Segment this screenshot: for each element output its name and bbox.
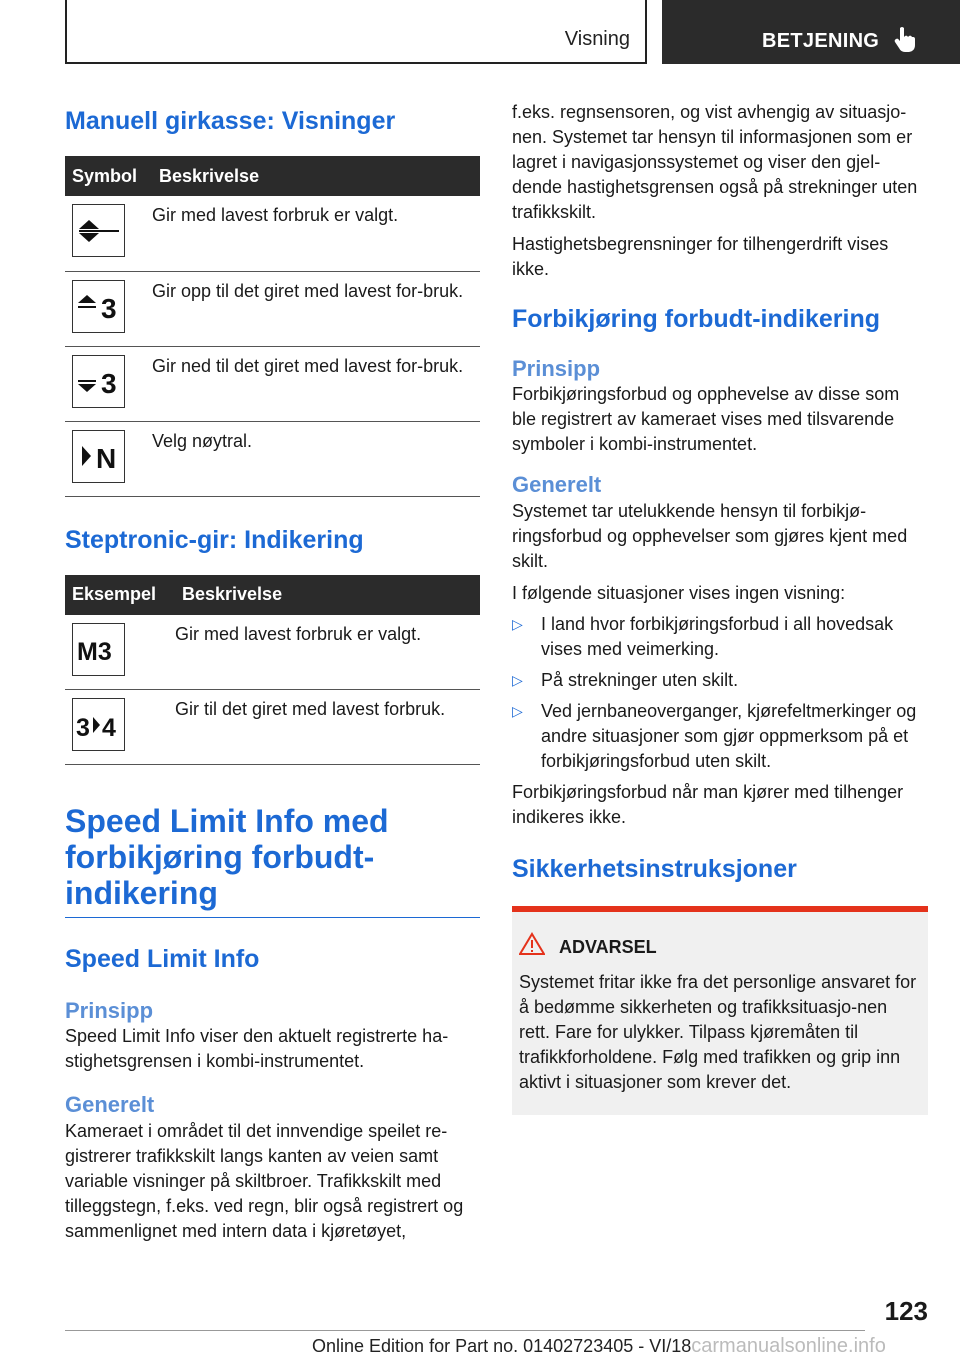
steptronic-heading: Steptronic-gir: Indikering	[65, 525, 364, 554]
glyph-3: 3	[100, 293, 117, 323]
shift-updown-icon	[72, 204, 125, 257]
row-description: Gir ned til det giret med lavest for-bruk.	[152, 346, 480, 421]
manual-transmission-table	[65, 156, 480, 497]
shift-3-to-4-icon	[72, 698, 125, 751]
list-intro: I følgende situasjoner vises ingen visning:	[512, 582, 846, 603]
glyph-4: 4	[101, 713, 116, 742]
speed-limit-info-title: Speed Limit Info med forbikjøring forbudt-indikering	[65, 803, 389, 911]
triangle-bullet-icon: ▷	[512, 671, 523, 688]
table-row	[65, 346, 480, 421]
row-description: Gir opp til det giret med lavest for-bruk.	[152, 271, 480, 346]
col-description-header: Beskrivelse	[152, 156, 480, 196]
trailer-speed-text: Hastighetsbegrensninger for tilhengerdrift vises ikke.	[512, 234, 889, 279]
col-description-header: Beskrivelse	[175, 575, 480, 615]
glyph-n: N	[95, 443, 116, 473]
triangle-bullet-icon: ▷	[512, 615, 523, 632]
principle-subheading: Prinsipp	[65, 998, 154, 1023]
edition-text: Online Edition for Part no. 01402723405 - VI/18	[312, 1336, 692, 1356]
col-example-header: Eksempel	[65, 575, 175, 615]
row-description: Gir med lavest forbruk er valgt.	[175, 615, 480, 690]
list-item: ▷ Ved jernbaneoverganger, kjørefeltmerkinger og andre situasjoner som gjør oppmerksom på et forbikjøringsforbud uten skilt.	[512, 700, 917, 771]
table-row	[65, 196, 480, 271]
table-row	[65, 615, 480, 690]
chapter-tab	[662, 0, 960, 64]
glyph-m3: M3	[76, 638, 112, 666]
neutral-n-icon	[72, 430, 125, 483]
table-row	[65, 421, 480, 496]
warning-triangle-icon	[519, 932, 559, 963]
no-passing-heading: Forbikjøring forbudt-indikering	[512, 305, 881, 333]
manual-transmission-heading: Manuell girkasse: Visninger	[65, 107, 396, 135]
general-subheading: Generelt	[512, 472, 602, 498]
general-text: Kameraet i området til det innvendige speilet re-gistrerer trafikkskilt langs kanten av veien samt variable visninger på skiltbroer. Trafikkskilt med tilleggstegn, f.eks. ved regn, blir også registrert og sammenlignet med intern data i kjøretøyet,	[65, 1120, 464, 1241]
warning-title: ADVARSEL	[559, 936, 657, 957]
warning-text: Systemet fritar ikke fra det personlige ansvaret for å bedømme sikkerheten og trafikksituasjo-nen rett. Fare for ulykker. Tilpass kjøremåten til trafikkforholdene. Følg med trafikken og grip inn aktivt i situasjoner som krever det.	[519, 971, 917, 1092]
general-subheading: Generelt	[65, 1092, 155, 1118]
principle-subheading: Prinsipp	[512, 356, 601, 381]
list-item: ▷ På strekninger uten skilt.	[512, 668, 928, 693]
m3-icon	[72, 623, 125, 676]
trailer-no-passing-text: Forbikjøringsforbud når man kjører med tilhenger indikeres ikke.	[512, 781, 904, 827]
speed-limit-info-heading: Speed Limit Info	[65, 945, 260, 973]
page-number: 123	[884, 1296, 928, 1326]
right-column	[512, 100, 928, 1115]
principle-text: Speed Limit Info viser den aktuelt registrerte ha-stighetsgrensen i kombi-instrumentet.	[65, 1026, 449, 1072]
row-description: Gir med lavest forbruk er valgt.	[152, 196, 480, 271]
no-display-list	[512, 612, 928, 774]
row-description: Velg nøytral.	[152, 421, 480, 496]
upshift-3-icon	[72, 280, 125, 333]
glyph-3: 3	[100, 368, 117, 398]
triangle-bullet-icon: ▷	[512, 702, 523, 719]
watermark-text: carmanualsonline.info	[691, 1335, 886, 1357]
steptronic-table	[65, 575, 480, 766]
downshift-3-icon	[72, 355, 125, 408]
section-label: Visning	[564, 28, 630, 50]
table-row	[65, 271, 480, 346]
list-item: ▷ I land hvor forbikjøringsforbud i all hovedsak vises med veimerking.	[512, 613, 894, 659]
principle-text: Forbikjøringsforbud og opphevelse av disse som ble registrert av kameraet vises med tilsvarende symboler i kombi-instrumentet.	[512, 384, 900, 455]
glyph-3: 3	[75, 713, 90, 742]
safety-heading: Sikkerhetsinstruksjoner	[512, 854, 797, 883]
row-description: Gir til det giret med lavest forbruk.	[175, 690, 480, 765]
chapter-label: BETJENING	[762, 30, 880, 52]
header-frame	[65, 0, 647, 64]
footer-divider	[65, 1330, 865, 1331]
left-column	[65, 100, 480, 1244]
table-row	[65, 690, 480, 765]
warning-box	[512, 906, 928, 1115]
hand-pointer-icon	[894, 26, 916, 58]
col-symbol-header: Symbol	[65, 156, 152, 196]
footer-edition	[312, 1335, 886, 1358]
continued-text: f.eks. regnsensoren, og vist avhengig av situasjo-nen. Systemet tar hensyn til informasjonen som er lagret i navigasjonssystemet og viser den gjel-dende hastighetsgrensen også på strekninger uten trafikkskilt.	[512, 102, 918, 222]
general-text: Systemet tar utelukkende hensyn til forbikjø-ringsforbud og opphevelser som gjøres kjent med skilt.	[512, 500, 908, 571]
